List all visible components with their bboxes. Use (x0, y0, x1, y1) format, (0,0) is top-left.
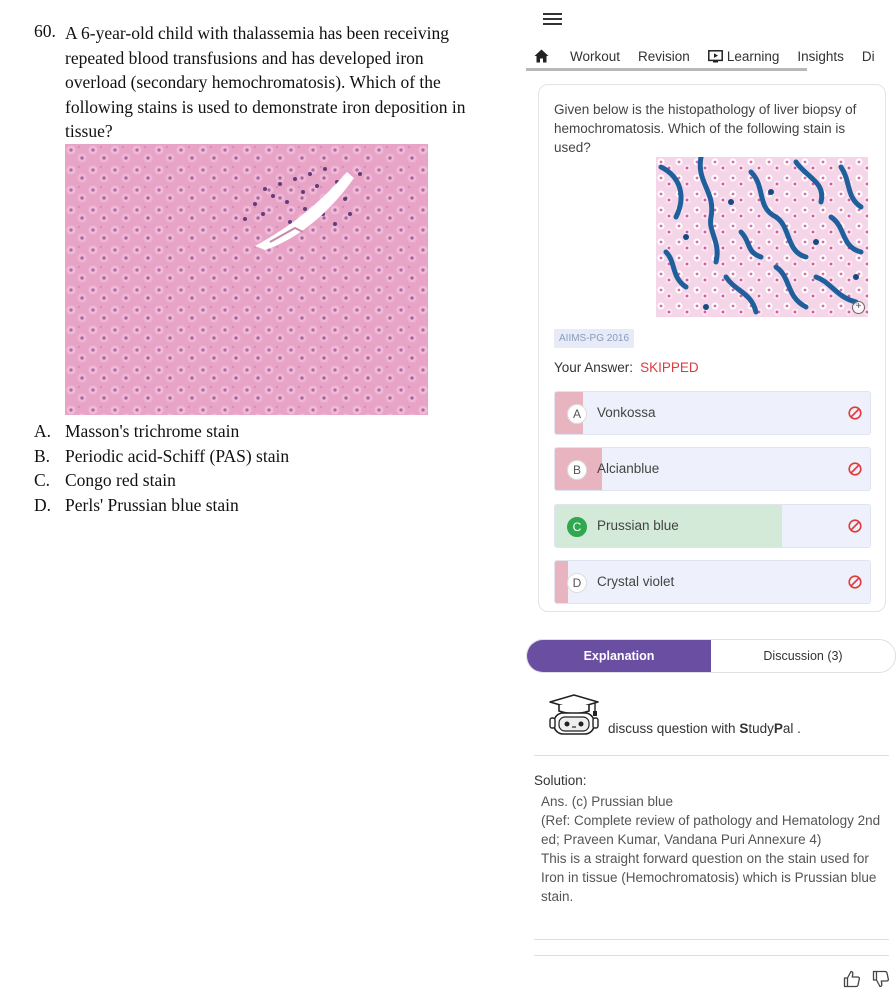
question-text: A 6-year-old child with thalassemia has been receiving repeated blood transfusions and has developed iron overload (secondary hemochromatosis). Which of the following stains is used to demonstrate iron deposition in tissue? (65, 23, 466, 141)
tab-discussion[interactable]: Discussion (3) (763, 649, 843, 663)
answer-options (34, 419, 289, 517)
solution-label: Solution: (534, 773, 587, 788)
choice-c-text: Prussian blue (597, 518, 679, 533)
tab-learning-label: Learning (726, 48, 780, 64)
option-d: D. Perls' Prussian blue stain (34, 494, 239, 515)
skipped-icon (848, 462, 862, 476)
skipped-icon (848, 575, 862, 589)
tab-di[interactable]: Di (861, 48, 875, 64)
question-card (538, 84, 886, 612)
choice-a-text: Vonkossa (597, 405, 656, 420)
choice-c-letter: C (567, 517, 587, 537)
thumbs-down-icon[interactable] (872, 970, 890, 988)
option-c: C. Congo red stain (34, 470, 176, 490)
play-screen-icon (708, 50, 723, 63)
your-answer-label: Your Answer: (554, 360, 634, 375)
solution-line: (Ref: Complete review of pathology and Hematology 2nd ed; Praveen Kumar, Vandana Puri Annexure 4) (541, 813, 881, 847)
your-answer (554, 360, 699, 375)
option-b: B. Periodic acid-Schiff (PAS) stain (34, 445, 290, 466)
tab-explanation[interactable]: Explanation (527, 640, 711, 672)
tab-home[interactable] (526, 49, 561, 63)
explanation-discussion-toggle (526, 639, 896, 673)
thumbs-up-icon[interactable] (843, 970, 861, 988)
choice-b[interactable] (554, 447, 871, 491)
solution-body (541, 792, 891, 906)
divider (534, 955, 889, 956)
skipped-icon (848, 406, 862, 420)
choice-d[interactable] (554, 560, 871, 604)
tab-revision[interactable]: Revision (638, 48, 690, 64)
home-icon (534, 49, 549, 63)
choice-c[interactable] (554, 504, 871, 548)
menu-icon[interactable] (543, 11, 563, 27)
skipped-icon (848, 519, 862, 533)
discuss-with-studypal-link[interactable]: discuss question with StudyPal . (608, 721, 801, 736)
tab-workout[interactable]: Workout (570, 48, 621, 64)
choice-d-letter: D (567, 573, 587, 593)
question-stem: Given below is the histopathology of liver biopsy of hemochromatosis. Which of the following stain is used? (554, 102, 857, 155)
studypal-robot-icon[interactable] (546, 694, 602, 738)
choice-b-letter: B (567, 460, 587, 480)
your-answer-value: SKIPPED (640, 360, 699, 375)
tab-scroll-indicator (526, 68, 807, 71)
question-number: 60. (34, 21, 56, 41)
zoom-icon[interactable]: + (852, 301, 865, 314)
choice-b-text: Alcianblue (597, 461, 660, 476)
choice-d-response-bar (555, 561, 568, 603)
tab-insights[interactable]: Insights (797, 48, 844, 64)
choice-a[interactable] (554, 391, 871, 435)
tab-learning[interactable] (699, 49, 789, 64)
choice-a-letter: A (567, 404, 587, 424)
divider (534, 939, 889, 940)
solution-line: This is a straight forward question on the stain used for Iron in tissue (Hemochromatosis) which is Prussian blue stain. (541, 851, 877, 904)
divider (534, 755, 889, 756)
choice-d-text: Crystal violet (597, 574, 675, 589)
liver-histology-image (65, 144, 428, 415)
option-a: A. Masson's trichrome stain (34, 421, 240, 441)
solution-line: Ans. (c) Prussian blue (541, 794, 674, 809)
exam-source-tag: AIIMS-PG 2016 (554, 329, 634, 348)
prussian-blue-histology-image[interactable] (656, 157, 868, 317)
app-panel (526, 0, 896, 1002)
